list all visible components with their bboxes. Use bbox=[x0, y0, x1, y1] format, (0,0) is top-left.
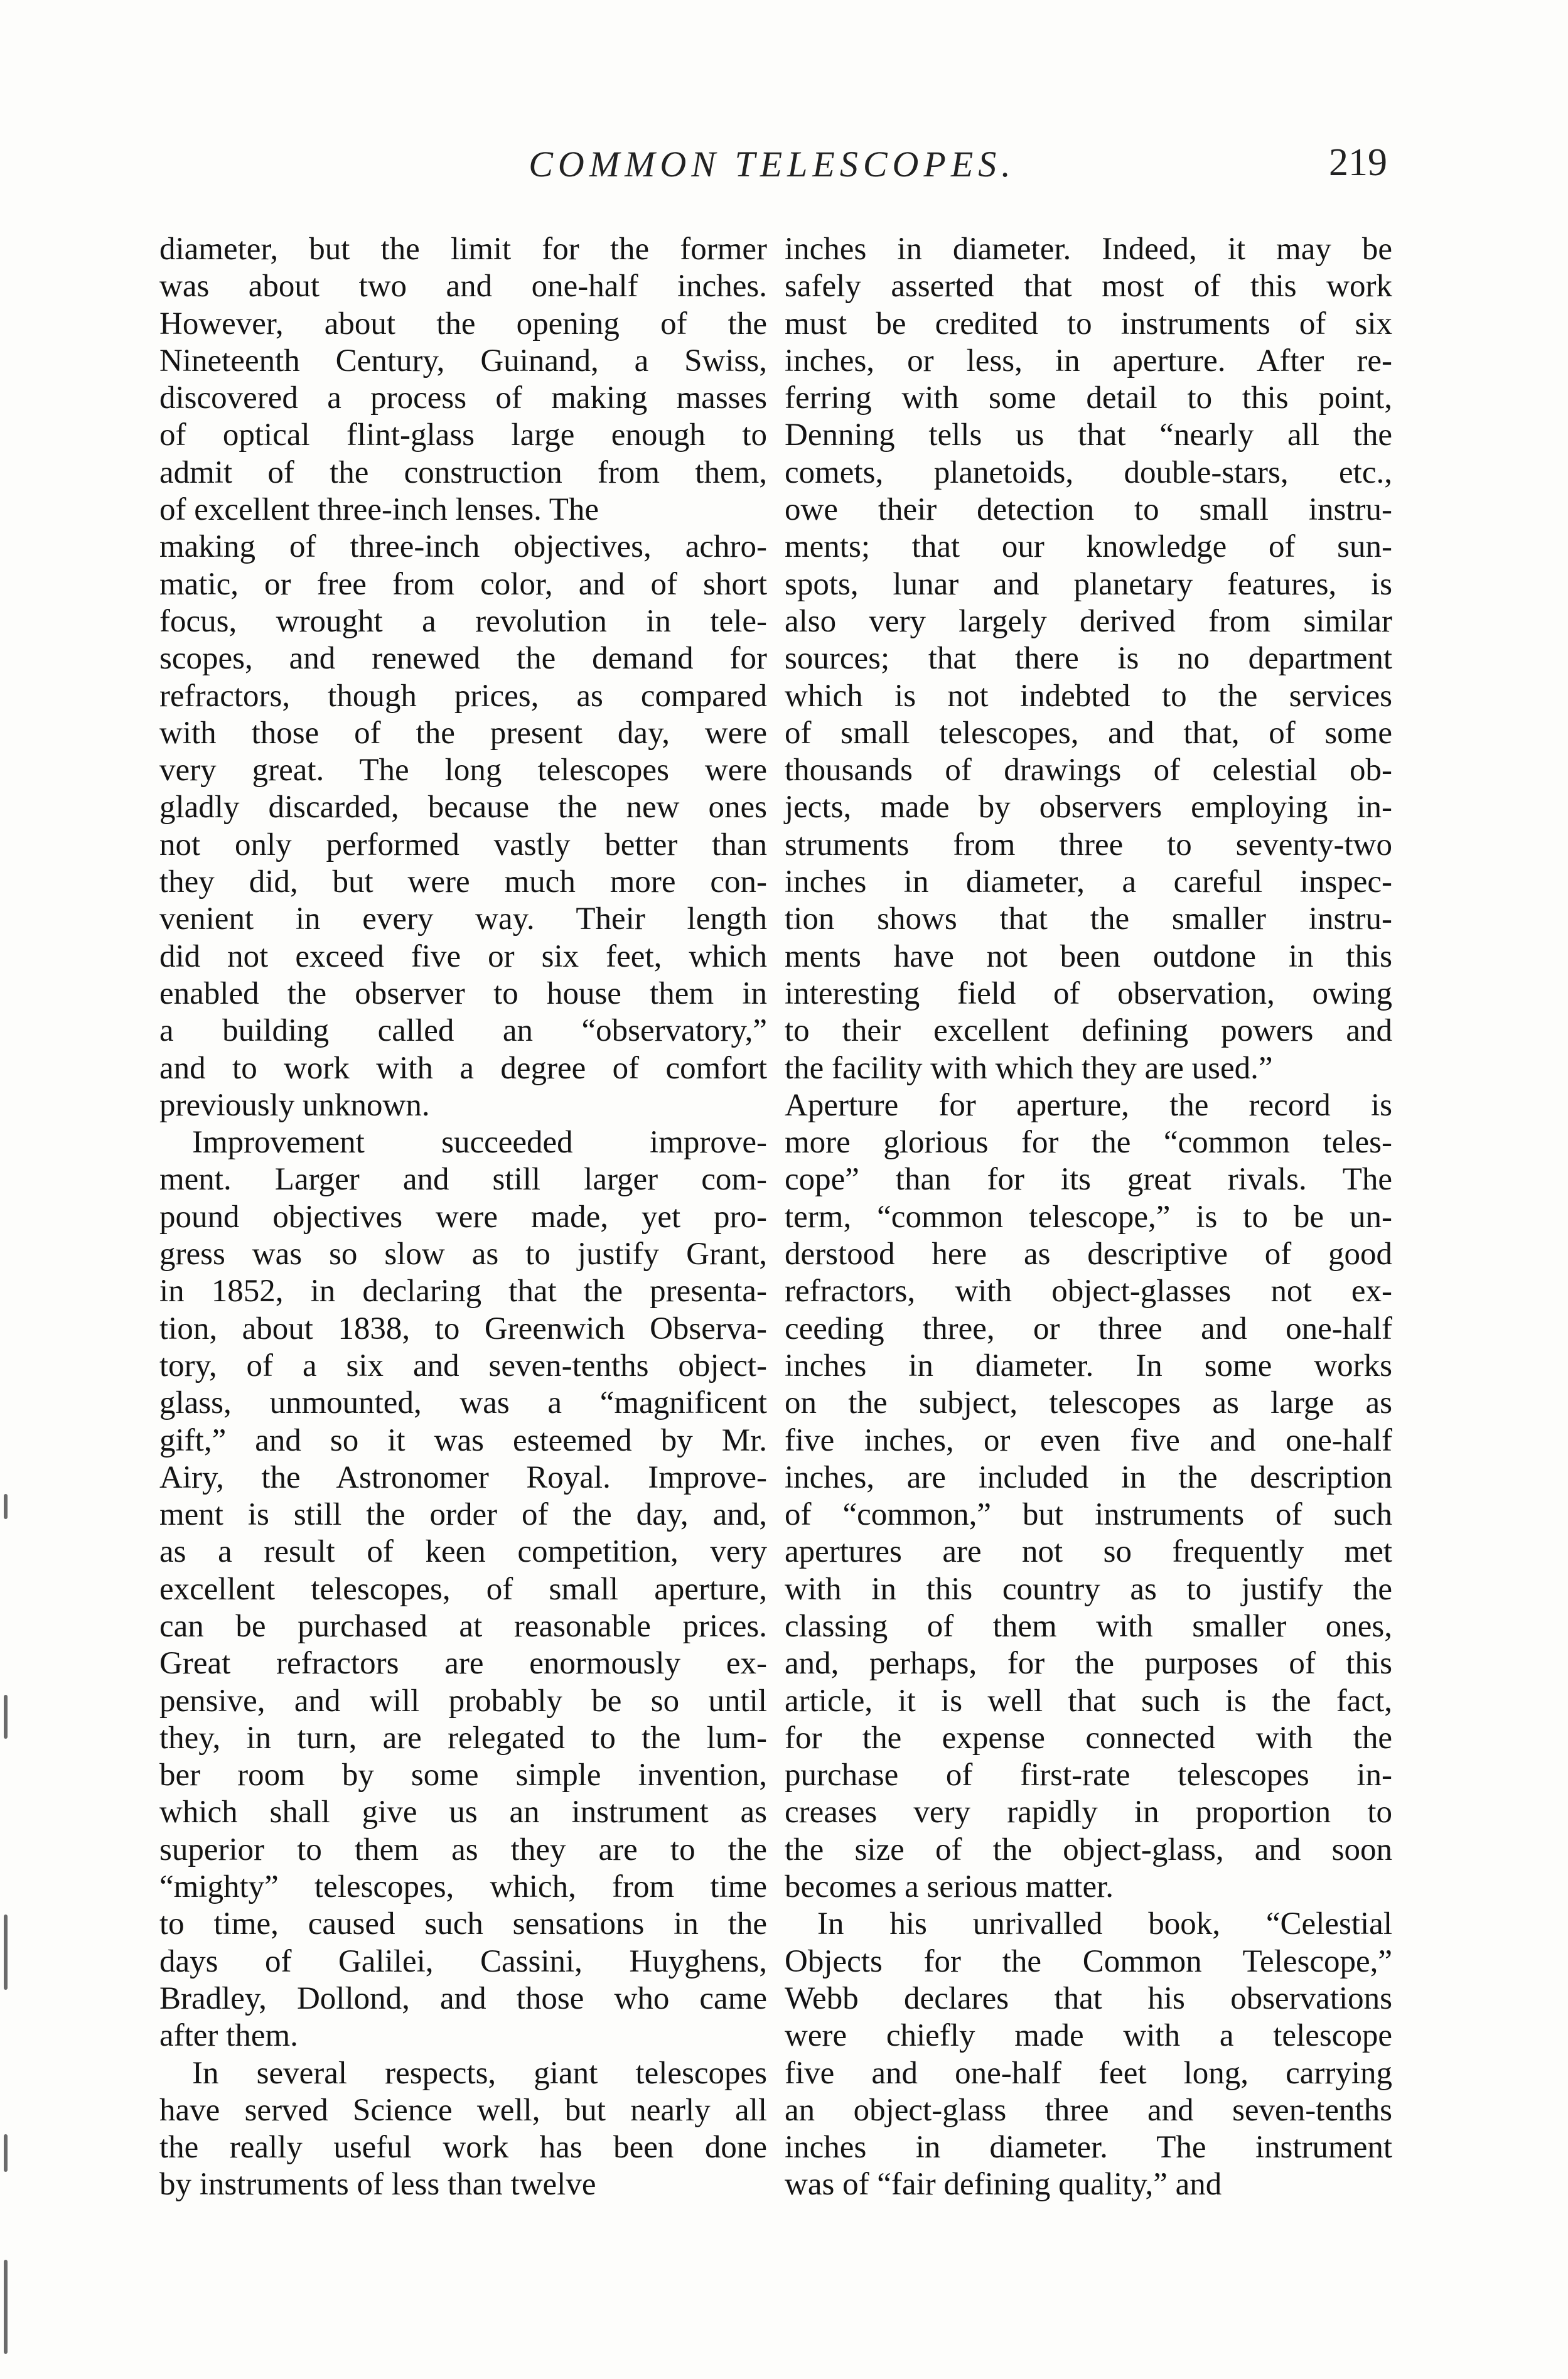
right-column-line: purchase of first-rate telescopes in- bbox=[785, 1758, 1392, 1793]
left-column-line: Bradley, Dollond, and those who came bbox=[159, 1980, 767, 2016]
right-column-line: jects, made by observers employing in- bbox=[785, 790, 1392, 825]
running-title: COMMON TELESCOPES. bbox=[529, 144, 1016, 185]
right-column-line: also very largely derived from similar bbox=[785, 603, 1392, 639]
left-column-line: scopes, and renewed the demand for bbox=[159, 641, 767, 677]
right-column-line: ferring with some detail to this point, bbox=[785, 380, 1392, 416]
left-column-line: ber room by some simple invention, bbox=[159, 1758, 767, 1793]
left-column-line: ment. Larger and still larger com- bbox=[159, 1162, 767, 1198]
left-column-line: very great. The long telescopes were bbox=[159, 753, 767, 788]
left-column-line: they did, but were much more con- bbox=[159, 864, 767, 900]
right-column-line: derstood here as descriptive of good bbox=[785, 1237, 1392, 1272]
left-column-line: refractors, though prices, as compared bbox=[159, 678, 767, 714]
left-column-line: Improvement succeeded improve- bbox=[192, 1125, 767, 1161]
page-number: 219 bbox=[1329, 141, 1387, 184]
left-column-line: tory, of a six and seven-tenths object- bbox=[159, 1348, 767, 1383]
left-column-line: gift,” and so it was esteemed by Mr. bbox=[159, 1422, 767, 1458]
right-column-line: struments from three to seventy-two bbox=[785, 827, 1392, 862]
left-column-line: in 1852, in declaring that the presenta- bbox=[159, 1274, 767, 1309]
left-column-line: gress was so slow as to justify Grant, bbox=[159, 1237, 767, 1272]
right-column-line: Webb declares that his observations bbox=[785, 1980, 1392, 2016]
left-column-line: not only performed vastly better than bbox=[159, 827, 767, 862]
left-column-line: can be purchased at reasonable prices. bbox=[159, 1608, 767, 1644]
right-column-line: more glorious for the “common teles- bbox=[785, 1125, 1392, 1161]
left-column-line: pensive, and will probably be so until bbox=[159, 1683, 767, 1719]
left-column-line: admit of the construction from them, bbox=[159, 454, 767, 490]
left-column-line: gladly discarded, because the new ones bbox=[159, 790, 767, 825]
right-column-line: and, perhaps, for the purposes of this bbox=[785, 1646, 1392, 1682]
right-column-line: inches, are included in the description bbox=[785, 1459, 1392, 1495]
right-column-line: owe their detection to small instru- bbox=[785, 492, 1392, 528]
left-column-line: matic, or free from color, and of short bbox=[159, 566, 767, 602]
right-column-line: with in this country as to justify the bbox=[785, 1571, 1392, 1607]
left-column-line: excellent telescopes, of small aperture, bbox=[159, 1571, 767, 1607]
right-column-line: cope” than for its great rivals. The bbox=[785, 1162, 1392, 1198]
left-column-line: superior to them as they are to the bbox=[159, 1832, 767, 1867]
left-column-line: of optical flint-glass large enough to bbox=[159, 417, 767, 453]
right-column-line: term, “common telescope,” is to be un- bbox=[785, 1199, 1392, 1235]
right-column-line: spots, lunar and planetary features, is bbox=[785, 566, 1392, 602]
right-column-line: the facility with which they are used.” bbox=[785, 1050, 1273, 1086]
right-column-line: classing of them with smaller ones, bbox=[785, 1608, 1392, 1644]
right-column-line: apertures are not so frequently met bbox=[785, 1534, 1392, 1570]
right-column-line: Objects for the Common Telescope,” bbox=[785, 1943, 1392, 1979]
left-column-line: as a result of keen competition, very bbox=[159, 1534, 767, 1570]
right-column-line: comets, planetoids, double-stars, etc., bbox=[785, 454, 1392, 490]
right-column-line: Aperture for aperture, the record is bbox=[785, 1087, 1392, 1123]
left-column-line: did not exceed five or six feet, which bbox=[159, 938, 767, 974]
left-column-line: focus, wrought a revolution in tele- bbox=[159, 603, 767, 639]
left-column-line: they, in turn, are relegated to the lum- bbox=[159, 1720, 767, 1756]
right-column-line: safely asserted that most of this work bbox=[785, 269, 1392, 304]
left-column-line: discovered a process of making masses bbox=[159, 380, 767, 416]
right-column-line: In his unrivalled book, “Celestial bbox=[817, 1906, 1392, 1942]
left-column-line: and to work with a degree of comfort bbox=[159, 1050, 767, 1086]
right-column-line: refractors, with object-glasses not ex- bbox=[785, 1274, 1392, 1309]
right-column-line: inches in diameter. The instrument bbox=[785, 2130, 1392, 2166]
right-column-line: to their excellent defining powers and bbox=[785, 1013, 1392, 1049]
right-column-line: inches in diameter, a careful inspec- bbox=[785, 864, 1392, 900]
left-column bbox=[159, 231, 767, 2204]
right-column-line: five and one-half feet long, carrying bbox=[785, 2055, 1392, 2091]
left-column-line: after them. bbox=[159, 2018, 298, 2054]
left-column-line: “mighty” telescopes, which, from time bbox=[159, 1869, 767, 1905]
left-column-line: However, about the opening of the bbox=[159, 306, 767, 341]
right-column-line: thousands of drawings of celestial ob- bbox=[785, 753, 1392, 788]
right-column-line: of small telescopes, and that, of some bbox=[785, 715, 1392, 751]
right-column-line: were chiefly made with a telescope bbox=[785, 2018, 1392, 2054]
left-column-line: of excellent three-inch lenses. The bbox=[159, 492, 599, 528]
left-column-line: to time, caused such sensations in the bbox=[159, 1906, 767, 1942]
left-column-line: was about two and one-half inches. bbox=[159, 269, 767, 304]
right-column-line: must be credited to instruments of six bbox=[785, 306, 1392, 341]
left-column-line: enabled the observer to house them in bbox=[159, 975, 767, 1011]
left-column-line: In several respects, giant telescopes bbox=[192, 2055, 767, 2091]
right-column bbox=[785, 231, 1392, 2204]
right-column-line: inches, or less, in aperture. After re- bbox=[785, 343, 1392, 379]
right-column-line: the size of the object-glass, and soon bbox=[785, 1832, 1392, 1867]
left-column-line: pound objectives were made, yet pro- bbox=[159, 1199, 767, 1235]
right-column-line: interesting field of observation, owing bbox=[785, 975, 1392, 1011]
right-column-line: Denning tells us that “nearly all the bbox=[785, 417, 1392, 453]
left-column-line: ment is still the order of the day, and, bbox=[159, 1497, 767, 1533]
right-column-line: ments have not been outdone in this bbox=[785, 938, 1392, 974]
right-column-line: for the expense connected with the bbox=[785, 1720, 1392, 1756]
left-column-line: glass, unmounted, was a “magnificent bbox=[159, 1385, 767, 1421]
left-column-line: a building called an “observatory,” bbox=[159, 1013, 767, 1049]
right-column-line: on the subject, telescopes as large as bbox=[785, 1385, 1392, 1421]
right-column-line: five inches, or even five and one-half bbox=[785, 1422, 1392, 1458]
left-column-line: with those of the present day, were bbox=[159, 715, 767, 751]
left-column-line: have served Science well, but nearly all bbox=[159, 2092, 767, 2128]
right-column-line: article, it is well that such is the fact, bbox=[785, 1683, 1392, 1719]
right-column-line: was of “fair defining quality,” and bbox=[785, 2167, 1222, 2203]
right-column-line: becomes a serious matter. bbox=[785, 1869, 1114, 1905]
right-column-line: tion shows that the smaller instru- bbox=[785, 901, 1392, 937]
right-column-line: ments; that our knowledge of sun- bbox=[785, 529, 1392, 565]
left-column-line: tion, about 1838, to Greenwich Observa- bbox=[159, 1311, 767, 1346]
left-column-line: previously unknown. bbox=[159, 1087, 430, 1123]
left-column-line: the really useful work has been done bbox=[159, 2130, 767, 2166]
right-column-line: sources; that there is no department bbox=[785, 641, 1392, 677]
left-column-line: diameter, but the limit for the former bbox=[159, 232, 767, 267]
right-column-line: inches in diameter. In some works bbox=[785, 1348, 1392, 1383]
left-column-line: by instruments of less than twelve bbox=[159, 2167, 596, 2203]
left-column-line: making of three-inch objectives, achro- bbox=[159, 529, 767, 565]
page-header bbox=[0, 0, 1568, 213]
left-column-line: days of Galilei, Cassini, Huyghens, bbox=[159, 1943, 767, 1979]
right-column-line: which is not indebted to the services bbox=[785, 678, 1392, 714]
left-column-line: Nineteenth Century, Guinand, a Swiss, bbox=[159, 343, 767, 379]
left-column-line: Great refractors are enormously ex- bbox=[159, 1646, 767, 1682]
left-column-line: venient in every way. Their length bbox=[159, 901, 767, 937]
right-column-line: an object-glass three and seven-tenths bbox=[785, 2092, 1392, 2128]
right-column-line: of “common,” but instruments of such bbox=[785, 1497, 1392, 1533]
left-column-line: which shall give us an instrument as bbox=[159, 1795, 767, 1830]
right-column-line: inches in diameter. Indeed, it may be bbox=[785, 232, 1392, 267]
left-column-line: Airy, the Astronomer Royal. Improve- bbox=[159, 1459, 767, 1495]
right-column-line: ceeding three, or three and one-half bbox=[785, 1311, 1392, 1346]
right-column-line: creases very rapidly in proportion to bbox=[785, 1795, 1392, 1830]
